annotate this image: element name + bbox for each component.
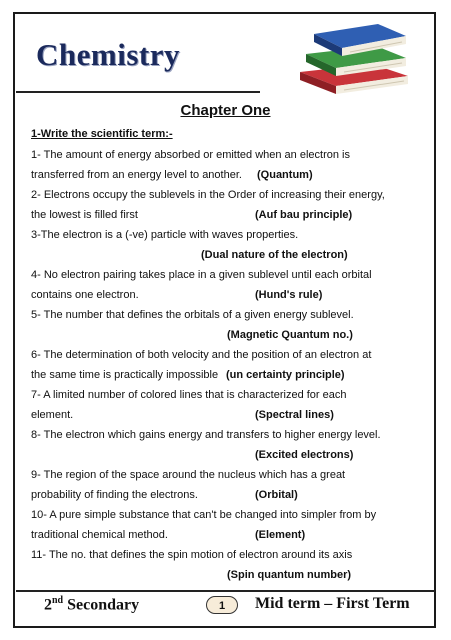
question-line: element. xyxy=(31,409,74,421)
answer-term: (Orbital) xyxy=(255,489,298,501)
question-line: transferred from an energy level to another. xyxy=(31,169,242,181)
question-line: 6- The determination of both velocity and the position of an electron at xyxy=(31,349,372,361)
question-line: traditional chemical method. xyxy=(31,529,168,541)
answer-term: (Hund's rule) xyxy=(255,289,323,301)
question-line: 10- A pure simple substance that can't be changed into simpler from by xyxy=(31,509,377,521)
page-title: Chemistry xyxy=(36,37,180,72)
grade-label xyxy=(44,595,139,614)
section-heading: 1-Write the scientific term:- xyxy=(31,128,173,140)
answer-term: (Auf bau principle) xyxy=(255,209,353,221)
answer-term: (Spin quantum number) xyxy=(227,569,352,581)
term-label: Mid term – First Term xyxy=(255,595,410,612)
question-line: probability of finding the electrons. xyxy=(31,489,198,501)
chapter-heading: Chapter One xyxy=(180,102,271,119)
question-line: 9- The region of the space around the nucleus which has a great xyxy=(31,469,346,481)
answer-term: (Dual nature of the electron) xyxy=(201,249,348,261)
answer-term: (un certainty principle) xyxy=(226,369,345,381)
answer-term: (Magnetic Quantum no.) xyxy=(227,329,353,341)
stacked-books-icon xyxy=(294,14,414,96)
answer-term: (Quantum) xyxy=(257,169,313,181)
question-line: the same time is practically impossible xyxy=(31,369,219,381)
question-line: 8- The electron which gains energy and transfers to higher energy level. xyxy=(31,429,381,441)
title-underline xyxy=(16,91,260,93)
grade-word: Secondary xyxy=(67,596,140,614)
question-line: 4- No electron pairing takes place in a given sublevel until each orbital xyxy=(31,269,372,281)
question-line: 5- The number that defines the orbitals of a given energy sublevel. xyxy=(31,309,354,321)
grade-number: 2 xyxy=(44,596,52,614)
question-line: 1- The amount of energy absorbed or emitted when an electron is xyxy=(31,149,350,161)
question-line: 2- Electrons occupy the sublevels in the Order of increasing their energy, xyxy=(31,189,385,201)
footer-rule xyxy=(16,590,435,592)
question-line: the lowest is filled first xyxy=(31,209,138,221)
grade-suffix: nd xyxy=(52,595,64,606)
question-line: contains one electron. xyxy=(31,289,139,301)
answer-term: (Excited electrons) xyxy=(255,449,354,461)
page-number-badge: 1 xyxy=(206,596,238,614)
question-line: 7- A limited number of colored lines that is characterized for each xyxy=(31,389,347,401)
answer-term: (Spectral lines) xyxy=(255,409,334,421)
question-line: 11- The no. that defines the spin motion of electron around its axis xyxy=(31,549,353,561)
question-line: 3-The electron is a (-ve) particle with waves properties. xyxy=(31,229,299,241)
answer-term: (Element) xyxy=(255,529,306,541)
